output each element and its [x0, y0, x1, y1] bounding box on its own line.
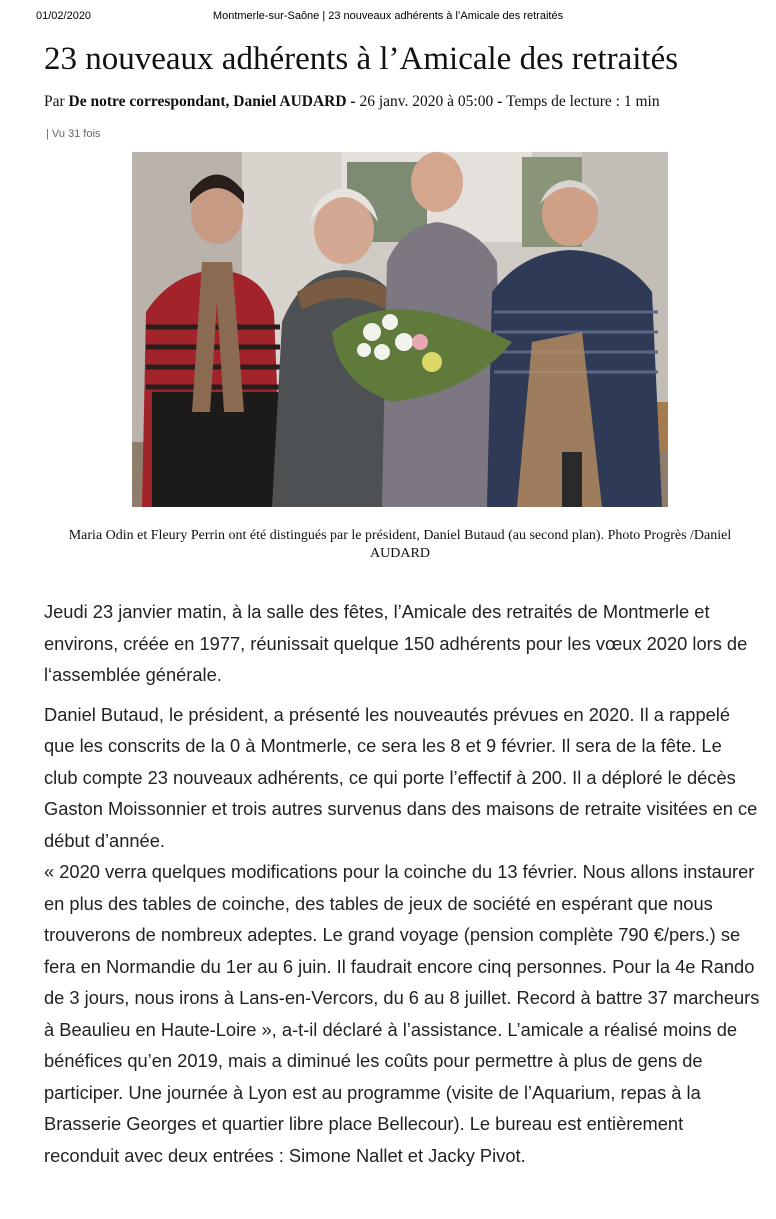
article-paragraph: « 2020 verra quelques modifications pour la coinche du 13 février. Nous allons instaurer en plus des tables de coinche, des tables de jeux de société en espérant que nous trouverons de nombreux adeptes. Le grand voyage (pension complète 790 €/pers.) se fera en Normandie du 1er au 6 juin. Il faudrait encore cinq personnes. Pour la 4e Rando de 3 jours, nous irons à Lans-en-Vercors, du 6 au 8 juillet. Record à battre 37 marcheurs à Beaulieu en Haute-Loire », a-t-il déclaré à l’assistance. L’amicale a réalisé moins de bénéfices qu’en 2019, mais a diminué les coûts pour permettre à plus de gens de participer. Une journée à Lyon est au programme (visite de l’Aquarium, repas à la Brasserie Georges et quartier libre place Bellecour). Le bureau est entièrement reconduit avec deux entrées : Simone Nallet et Jacky Pivot.: [44, 861, 760, 1166]
article-byline: [44, 93, 764, 111]
byline-separator: -: [493, 93, 507, 110]
photo-caption: Maria Odin et Fleury Perrin ont été distingués par le président, Daniel Butaud (au second plan). Photo Progrès /Daniel AUDARD: [68, 528, 732, 561]
article-headline: 23 nouveaux adhérents à l’Amicale des retraités: [44, 41, 679, 77]
byline-prefix: Par: [44, 93, 65, 110]
article-body: [44, 596, 760, 1179]
article-photo: [132, 152, 668, 507]
print-header: [0, 10, 776, 26]
print-date: 01/02/2020: [36, 10, 92, 22]
byline-reading-time: Temps de lecture : 1 min: [506, 93, 660, 110]
photo-illustration: [132, 152, 668, 507]
print-page-title: Montmerle-sur-Saône | 23 nouveaux adhérents à l’Amicale des retraités: [212, 10, 564, 22]
article-paragraph: Jeudi 23 janvier matin, à la salle des fêtes, l’Amicale des retraités de Montmerle et environs, créée en 1977, réunissait quelque 150 adhérents pour les vœux 2020 lors de l‘assemblée générale.: [44, 601, 748, 685]
view-count: | Vu 31 fois: [46, 128, 101, 140]
byline-date: 26 janv. 2020 à 05:00: [359, 93, 494, 110]
article-paragraph: Daniel Butaud, le président, a présenté les nouveautés prévues en 2020. Il a rappelé que les conscrits de la 0 à Montmerle, ce sera les 8 et 9 février. Il sera de la fête. Le club compte 23 nouveaux adhérents, ce qui porte l’effectif à 200. Il a déploré le décès Gaston Moissonnier et trois autres survenus dans des maisons de retraite visitées en ce début d’année.: [44, 703, 758, 851]
byline-separator: -: [346, 93, 360, 110]
byline-author: De notre correspondant, Daniel AUDARD: [68, 93, 347, 110]
